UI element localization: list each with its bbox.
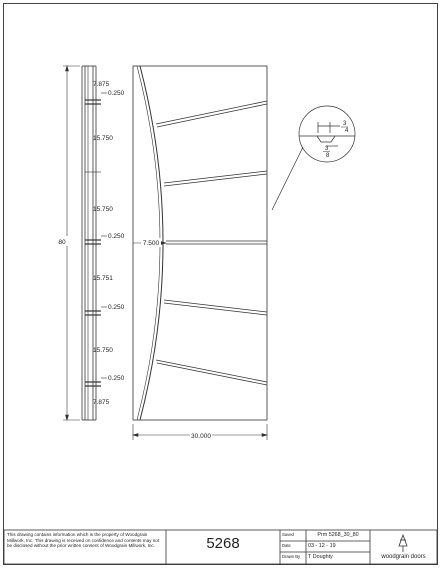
width-label: 30.000 <box>191 433 211 440</box>
segment-label-top-rail: 7.875 <box>93 81 110 88</box>
confidentiality-notice: This drawing contains information which is the property of Woodgrain Millwork, Inc. This drawing is received on confidence and contents may not be disclosed without the prior written consent of Woodgrain Millwork, Inc. <box>7 532 160 549</box>
arc-depth-label: 7.500 <box>142 240 160 247</box>
segment-label-panel-4: 15.750 <box>93 347 113 354</box>
segment-label-gap-2: 0.250 <box>108 233 125 240</box>
saved-field-value: Prm 5268_30_80 <box>317 532 359 538</box>
segment-label-panel-2: 15.750 <box>93 206 113 213</box>
segment-label-bottom-rail: 7.875 <box>93 399 110 406</box>
woodgrain-logo <box>399 535 407 552</box>
date-field-value: 03 - 12 - 19 <box>308 543 336 549</box>
page-border <box>4 4 438 565</box>
side-elevation <box>82 66 96 420</box>
saved-field-label: Saved <box>282 532 294 537</box>
detail-fraction-bottom-den: 8 <box>326 153 330 159</box>
segment-label-gap-1: 0.250 <box>108 90 125 97</box>
model-number: 5268 <box>206 535 240 552</box>
detail-fraction-top-den: 4 <box>345 128 349 134</box>
segment-label-gap-3: 0.250 <box>108 304 125 311</box>
overall-height-label: 80 <box>58 239 66 246</box>
logo-text: woodgrain doors <box>381 554 426 560</box>
detail-fraction-top-num: 3 <box>343 121 347 127</box>
date-field-label: Date <box>282 543 291 548</box>
detail-fraction-bottom-num: 3 <box>325 146 329 152</box>
segment-label-panel-3: 15.751 <box>93 275 113 282</box>
segment-label-gap-4: 0.250 <box>108 375 125 382</box>
segment-label-panel-1: 15.750 <box>93 135 113 142</box>
drawn-by-field-value: T Doughty <box>308 554 333 560</box>
drawn-by-field-label: Drawn By <box>282 554 301 559</box>
